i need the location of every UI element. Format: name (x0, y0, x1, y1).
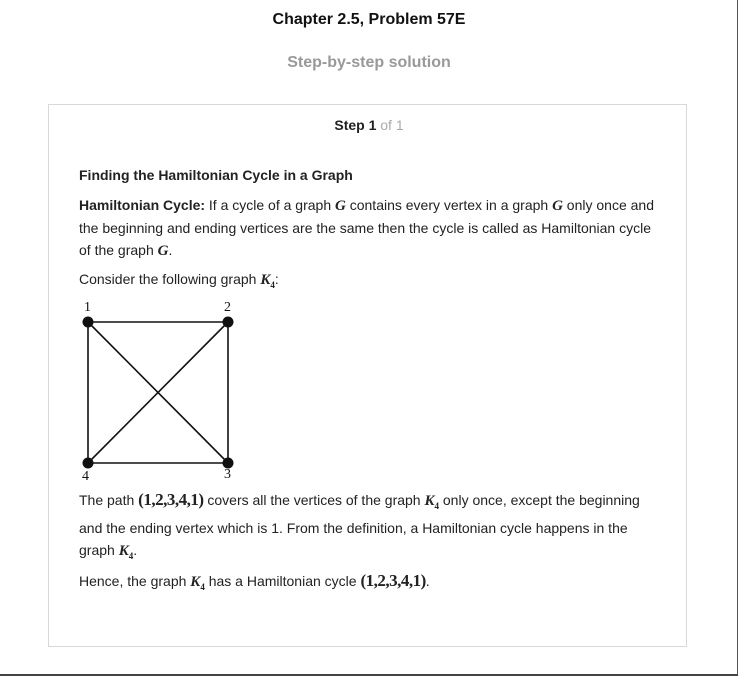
section-heading: Finding the Hamiltonian Cycle in a Graph (79, 167, 353, 183)
path-text-1: The path (79, 492, 139, 508)
graph-symbol: G (335, 198, 346, 214)
cycle-notation: (1,2,3,4,1) (138, 490, 204, 509)
k4-symbol: $K_4$ (118, 543, 134, 561)
definition-term: Hamiltonian Cycle: (79, 197, 206, 213)
consider-paragraph (79, 268, 659, 296)
k4-symbol: $K_4$ (190, 574, 205, 592)
hence-period: . (425, 573, 430, 589)
consider-text: Consider the following graph (79, 271, 261, 287)
vertex-label-2: 2 (224, 300, 231, 315)
step-indicator (0, 117, 738, 133)
k4-symbol: $K_4$ (424, 493, 439, 511)
consider-colon: : (274, 271, 279, 287)
k4-symbol: $K_4$ (260, 272, 275, 290)
hence-text-1: Hence, the graph (79, 573, 191, 589)
vertex-label-4: 4 (82, 469, 89, 484)
hence-text-2: has a Hamiltonian cycle (204, 573, 361, 589)
vertex-4 (83, 458, 94, 469)
vertex-1 (83, 317, 94, 328)
graph-symbol: G (552, 198, 563, 214)
step-count: of 1 (380, 117, 404, 133)
page-subtitle: Step-by-step solution (287, 54, 451, 71)
cycle-notation: (1,2,3,4,1) (360, 571, 426, 590)
vertex-label-3: 3 (224, 467, 231, 482)
definition-text-3: only once and the beginning and ending vertices are the same then the cycle is called as Hamiltonian cycle of the graph (79, 197, 654, 258)
path-text-2: covers all the vertices of the graph (203, 492, 425, 508)
vertex-2 (223, 317, 234, 328)
k4-graph-diagram (74, 294, 254, 489)
step-label: Step 1 (334, 117, 377, 133)
path-text-3: only once, except the beginning and the ending vertex which is 1. From the definition, a Hamiltonian cycle happens in the graph (79, 492, 640, 558)
path-period: . (133, 542, 138, 558)
conclusion-paragraph (79, 570, 659, 598)
definition-paragraph (79, 194, 659, 262)
path-paragraph (79, 489, 659, 567)
graph-symbol: G (157, 243, 169, 259)
page-title: Chapter 2.5, Problem 57E (272, 11, 466, 28)
definition-text-1: If a cycle of a graph (205, 197, 335, 213)
definition-text-2: contains every vertex in a graph (345, 197, 553, 213)
definition-period: . (168, 242, 173, 258)
vertex-label-1: 1 (84, 300, 91, 315)
